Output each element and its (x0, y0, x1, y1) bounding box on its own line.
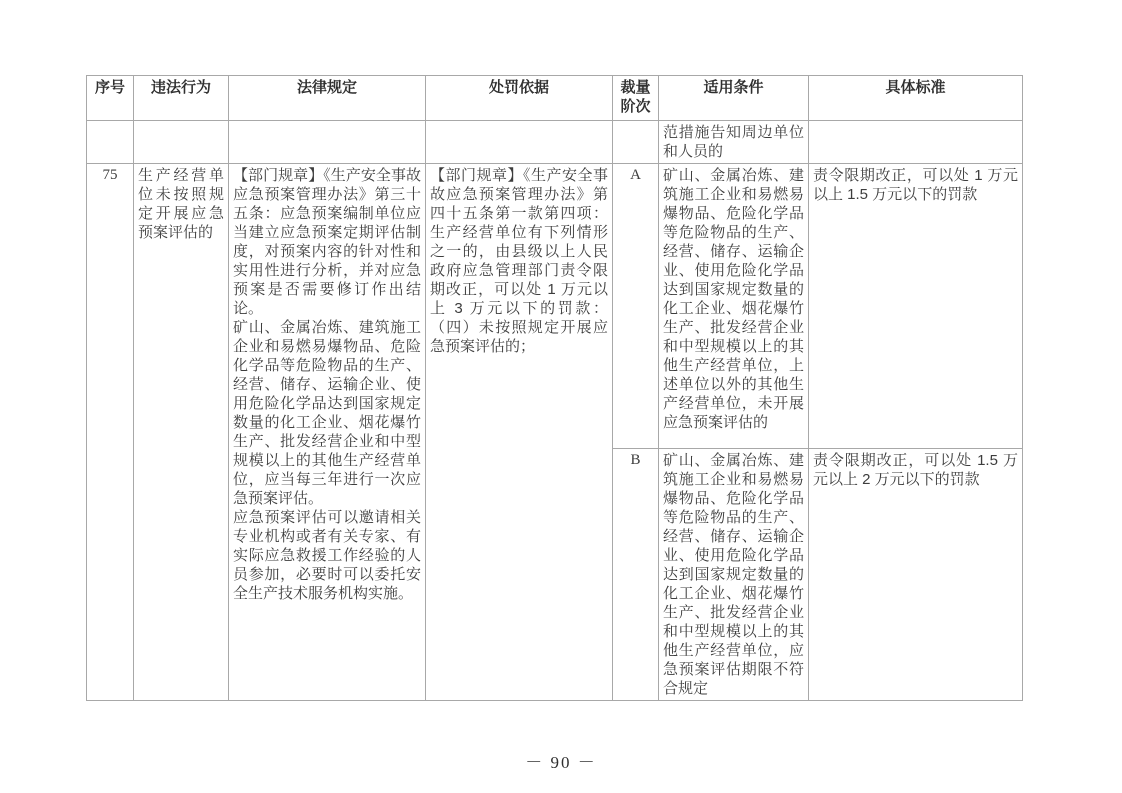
tier-a-standard-cell: 责令限期改正，可以处 1 万元以上 1.5 万元以下的罚款 (809, 164, 1023, 449)
continuation-tier-cell (613, 121, 659, 164)
continuation-condition-cell: 范措施告知周边单位和人员的 (659, 121, 809, 164)
table-row-tier-a (87, 164, 1023, 449)
penalty-discretion-table (86, 75, 1023, 701)
tier-b-condition-cell: 矿山、金属冶炼、建筑施工企业和易燃易爆物品、危险化学品等危险物品的生产、经营、储存、运输企业、使用危险化学品达到国家规定数量的化工企业、烟花爆竹生产、批发经营企业和中型规模以上的其他生产经营单位，应急预案评估期限不符合规定 (659, 449, 809, 701)
continuation-basis-cell (426, 121, 613, 164)
header-applicable-condition: 适用条件 (659, 76, 809, 121)
header-specific-standard: 具体标准 (809, 76, 1023, 121)
legal-provision-paragraph-1: 【部门规章】《生产安全事故应急预案管理办法》第三十五条：应急预案编制单位应当建立应急预案定期评估制度，对预案内容的针对性和实用性进行分析，并对应急预案是否需要修订作出结论。 (233, 167, 421, 317)
header-serial-number: 序号 (87, 76, 134, 121)
tier-a-level-cell: A (613, 164, 659, 449)
continuation-legal-cell (229, 121, 426, 164)
header-discretion-tier: 裁量阶次 (613, 76, 659, 121)
legal-provision-paragraph-3: 应急预案评估可以邀请相关专业机构或者有关专家、有实际应急救援工作经验的人员参加，必要时可以委托安全生产技术服务机构实施。 (233, 509, 421, 602)
page-number: － 90 － (525, 753, 597, 772)
continuation-standard-cell (809, 121, 1023, 164)
table-header-row (87, 76, 1023, 121)
tier-a-condition-cell: 矿山、金属冶炼、建筑施工企业和易燃易爆物品、危险化学品等危险物品的生产、经营、储存、运输企业、使用危险化学品达到国家规定数量的化工企业、烟花爆竹生产、批发经营企业和中型规模以上的其他生产经营单位，上述单位以外的其他生产经营单位，未开展应急预案评估的 (659, 164, 809, 449)
legal-provision-paragraph-2: 矿山、金属冶炼、建筑施工企业和易燃易爆物品、危险化学品等危险物品的生产、经营、储存、运输企业、使用危险化学品达到国家规定数量的化工企业、烟花爆竹生产、批发经营企业和中型规模以上的其他生产经营单位，应当每三年进行一次应急预案评估。 (233, 319, 421, 507)
legal-provision-cell (229, 164, 426, 701)
tier-b-standard-cell: 责令限期改正，可以处 1.5 万元以上 2 万元以下的罚款 (809, 449, 1023, 701)
continuation-serial-cell (87, 121, 134, 164)
penalty-basis-text: 【部门规章】《生产安全事故应急预案管理办法》第四十五条第一款第四项：生产经营单位有下列情形之一的，由县级以上人民政府应急管理部门责令限期改正，可以处 1 万元以上 3 万元以下的罚款：（四）未按照规定开展应急预案评估的； (430, 167, 608, 355)
continuation-row (87, 121, 1023, 164)
tier-b-level-cell: B (613, 449, 659, 701)
header-legal-provision: 法律规定 (229, 76, 426, 121)
header-illegal-act: 违法行为 (134, 76, 229, 121)
penalty-basis-cell (426, 164, 613, 701)
continuation-violation-cell (134, 121, 229, 164)
header-penalty-basis: 处罚依据 (426, 76, 613, 121)
violation-cell: 生产经营单位未按照规定开展应急预案评估的 (134, 164, 229, 701)
serial-number-cell: 75 (87, 164, 134, 701)
